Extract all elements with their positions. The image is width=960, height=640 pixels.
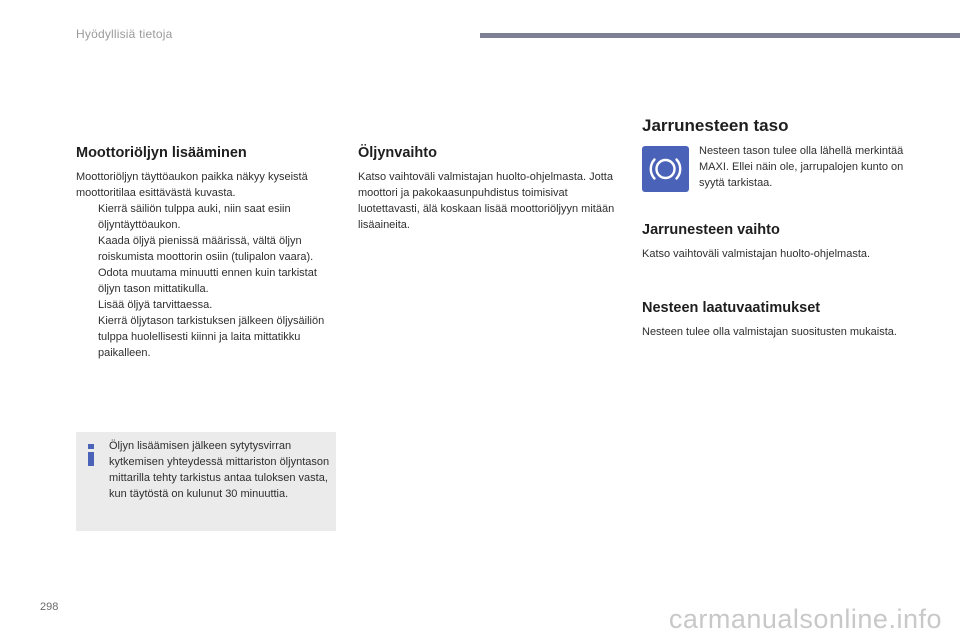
list-item: [76, 233, 338, 265]
oil-topup-steps: [76, 201, 338, 361]
list-item: [76, 201, 338, 233]
brake-warning-icon: [642, 146, 689, 192]
step-text: Kierrä öljytason tarkistuksen jälkeen öljysäiliön tulppa huolellisesti kiinni ja laita mittatikku paikalleen.: [98, 315, 325, 359]
info-note-text: Öljyn lisäämisen jälkeen sytytysvirran kytkemisen yhteydessä mittariston öljyntason mittarilla tehty tarkistus antaa tuloksen vasta, kun täytöstä on kulunut 30 minuuttia.: [109, 440, 330, 500]
step-text: Odota muutama minuutti ennen kuin tarkistat öljyn tason mittatikulla.: [98, 267, 317, 295]
oil-topup-section: [76, 145, 338, 361]
oil-topup-heading: Moottoriöljyn lisääminen: [76, 145, 247, 161]
info-icon: [86, 444, 96, 468]
step-text: Lisää öljyä tarvittaessa.: [98, 299, 213, 311]
oil-change-heading: Öljynvaihto: [358, 145, 437, 161]
brake-fluid-level-text: Nesteen tason tulee olla lähellä merkintää MAXI. Ellei näin ole, jarrupalojen kunto on syytä tarkistaa.: [699, 145, 904, 189]
brake-fluid-change-heading: Jarrunesteen vaihto: [642, 222, 780, 238]
oil-topup-intro: Moottoriöljyn täyttöaukon paikka näkyy kyseistä moottoritilaa esittävästä kuvasta.: [76, 171, 308, 199]
oil-change-section: [358, 145, 620, 233]
brake-fluid-change-text: Katso vaihtoväli valmistajan huolto-ohjelmasta.: [642, 248, 871, 260]
list-item: [76, 265, 338, 297]
list-item: [76, 297, 338, 313]
brake-fluid-section: [642, 116, 922, 340]
brake-fluid-row: [642, 146, 922, 198]
info-note-box: [76, 432, 336, 531]
fluid-spec-heading: Nesteen laatuvaatimukset: [642, 300, 821, 316]
page-header-title: Hyödyllisiä tietoja: [76, 27, 173, 41]
fluid-spec-text: Nesteen tulee olla valmistajan suositusten mukaista.: [642, 326, 897, 338]
step-text: Kierrä säiliön tulppa auki, niin saat esiin öljyntäyttöaukon.: [98, 203, 291, 231]
step-text: Kaada öljyä pienissä määrissä, vältä öljyn roiskumista moottorin osiin (tulipalon vaara).: [98, 235, 314, 263]
list-item: [76, 313, 338, 361]
oil-change-text: Katso vaihtoväli valmistajan huolto-ohjelmasta. Jotta moottori ja pakokaasunpuhdistus toimisivat luotettavasti, älä koskaan lisää moottoriöljyyn mitään lisäaineita.: [358, 171, 615, 231]
header-bar: [480, 33, 960, 38]
watermark: carmanualsonline.info: [668, 604, 942, 634]
brake-fluid-heading: Jarrunesteen taso: [642, 116, 789, 135]
page-number: 298: [40, 601, 59, 613]
